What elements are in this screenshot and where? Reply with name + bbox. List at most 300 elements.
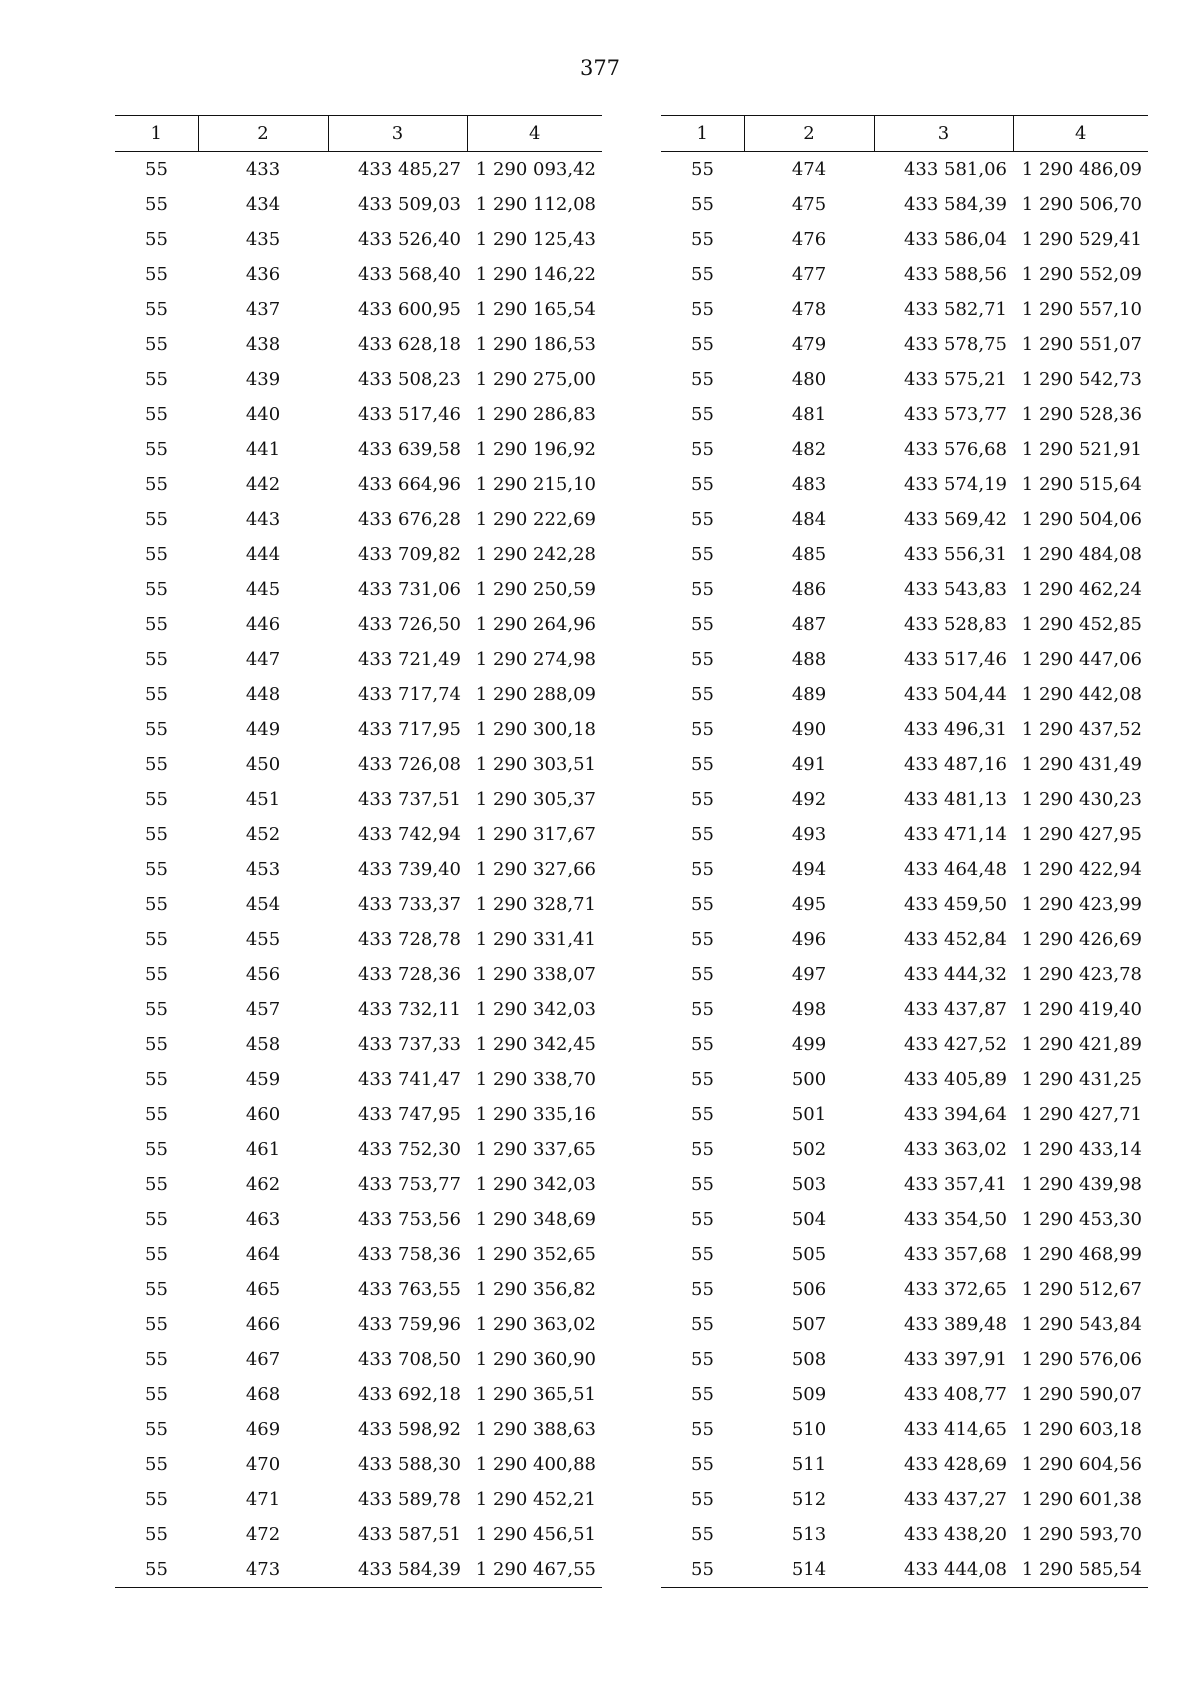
cell-x: 433 459,50 <box>903 894 1007 915</box>
cell-x: 433 569,42 <box>903 509 1007 530</box>
cell-x: 433 568,40 <box>357 264 461 285</box>
cell-point: 473 <box>198 1552 328 1588</box>
table-row <box>661 1167 1148 1202</box>
cell-x: 433 708,50 <box>357 1349 461 1370</box>
cell-y: 1 290 423,99 <box>1021 894 1142 915</box>
cell-x: 433 487,16 <box>903 754 1007 775</box>
cell-number: 55 <box>145 964 168 985</box>
cell-x: 433 584,39 <box>903 194 1007 215</box>
cell-point: 483 <box>791 474 827 495</box>
table-row <box>115 1517 602 1552</box>
cell-point: 463 <box>245 1209 281 1230</box>
cell-number: 55 <box>145 299 168 320</box>
cell-y: 1 290 551,07 <box>1021 334 1142 355</box>
cell-number: 55 <box>145 1034 168 1055</box>
cell-y: 1 290 360,90 <box>475 1349 596 1370</box>
cell-x: 433 397,91 <box>903 1349 1007 1370</box>
cell-point: 462 <box>245 1174 281 1195</box>
table-row <box>115 1307 602 1342</box>
cell-point: 476 <box>791 229 827 250</box>
cell-number: 55 <box>691 544 714 565</box>
cell-number: 55 <box>115 1552 198 1588</box>
cell-point: 471 <box>245 1489 281 1510</box>
table-row <box>115 152 602 188</box>
cell-x: 433 578,75 <box>903 334 1007 355</box>
cell-x: 433 586,04 <box>903 229 1007 250</box>
cell-number: 55 <box>691 1349 714 1370</box>
cell-number: 55 <box>145 859 168 880</box>
table-row <box>661 677 1148 712</box>
cell-y: 1 290 456,51 <box>475 1524 596 1545</box>
cell-number: 55 <box>145 159 168 180</box>
cell-point: 472 <box>245 1524 281 1545</box>
cell-point: 464 <box>245 1244 281 1265</box>
table-row <box>661 502 1148 537</box>
cell-number: 55 <box>691 894 714 915</box>
cell-y: 1 290 112,08 <box>475 194 596 215</box>
table-row <box>115 817 602 852</box>
cell-y: 1 290 557,10 <box>1021 299 1142 320</box>
cell-number: 55 <box>691 684 714 705</box>
coordinate-table-right <box>661 115 1148 1588</box>
cell-x: 433 408,77 <box>903 1384 1007 1405</box>
cell-number: 55 <box>145 1349 168 1370</box>
cell-x: 433 437,87 <box>903 999 1007 1020</box>
header-row <box>661 116 1148 152</box>
cell-y: 1 290 327,66 <box>475 859 596 880</box>
cell-point: 467 <box>245 1349 281 1370</box>
table-row <box>115 432 602 467</box>
cell-point: 449 <box>245 719 281 740</box>
cell-number: 55 <box>145 719 168 740</box>
cell-number: 55 <box>691 404 714 425</box>
cell-number: 55 <box>691 1419 714 1440</box>
cell-point: 469 <box>245 1419 281 1440</box>
cell-x: 433 753,56 <box>357 1209 461 1230</box>
cell-x: 433 517,46 <box>903 649 1007 670</box>
cell-x: 433 581,06 <box>903 159 1007 180</box>
cell-number: 55 <box>145 229 168 250</box>
table-row <box>115 1482 602 1517</box>
cell-point: 439 <box>245 369 281 390</box>
column-header-4: 4 <box>467 116 602 152</box>
cell-number: 55 <box>145 369 168 390</box>
cell-point: 445 <box>245 579 281 600</box>
cell-number: 55 <box>691 194 714 215</box>
cell-point: 465 <box>245 1279 281 1300</box>
cell-point: 503 <box>791 1174 827 1195</box>
cell-y: 1 290 274,98 <box>475 649 596 670</box>
cell-y: 1 290 335,16 <box>475 1104 596 1125</box>
cell-number: 55 <box>145 999 168 1020</box>
cell-number: 55 <box>691 509 714 530</box>
table-row <box>661 1342 1148 1377</box>
table-row <box>661 1412 1148 1447</box>
cell-point: 504 <box>791 1209 827 1230</box>
table-row <box>115 502 602 537</box>
table-row <box>661 887 1148 922</box>
table-row <box>115 1027 602 1062</box>
table-row <box>115 747 602 782</box>
cell-point: 442 <box>245 474 281 495</box>
cell-point: 453 <box>245 859 281 880</box>
cell-x: 433 471,14 <box>903 824 1007 845</box>
cell-point: 458 <box>245 1034 281 1055</box>
table-row <box>661 852 1148 887</box>
table-row <box>661 1482 1148 1517</box>
cell-number: 55 <box>661 1552 744 1588</box>
cell-x: 433 543,83 <box>903 579 1007 600</box>
cell-y: 1 290 453,30 <box>1021 1209 1142 1230</box>
cell-x: 433 405,89 <box>903 1069 1007 1090</box>
cell-number: 55 <box>691 1314 714 1335</box>
cell-y: 1 290 300,18 <box>475 719 596 740</box>
cell-y: 1 290 529,41 <box>1021 229 1142 250</box>
cell-number: 55 <box>691 1279 714 1300</box>
table-row <box>661 1517 1148 1552</box>
cell-x: 433 709,82 <box>357 544 461 565</box>
cell-number: 55 <box>691 474 714 495</box>
cell-number: 55 <box>145 1139 168 1160</box>
table-row <box>661 712 1148 747</box>
cell-x: 433 427,52 <box>903 1034 1007 1055</box>
table-row <box>661 222 1148 257</box>
cell-number: 55 <box>145 1069 168 1090</box>
cell-point: 468 <box>245 1384 281 1405</box>
cell-number: 55 <box>145 1209 168 1230</box>
table-row <box>661 1027 1148 1062</box>
cell-point: 441 <box>245 439 281 460</box>
table-row <box>661 607 1148 642</box>
cell-x: 433 728,36 <box>357 964 461 985</box>
cell-x: 433 737,33 <box>357 1034 461 1055</box>
cell-y: 1 290 421,89 <box>1021 1034 1142 1055</box>
cell-y: 1 290 462,24 <box>1021 579 1142 600</box>
cell-y: 1 290 542,73 <box>1021 369 1142 390</box>
cell-x: 433 389,48 <box>903 1314 1007 1335</box>
cell-y: 1 290 400,88 <box>475 1454 596 1475</box>
table-row <box>661 1377 1148 1412</box>
table-row <box>115 607 602 642</box>
cell-point: 461 <box>245 1139 281 1160</box>
cell-y: 1 290 196,92 <box>475 439 596 460</box>
cell-number: 55 <box>145 1174 168 1195</box>
cell-number: 55 <box>691 159 714 180</box>
table-row <box>661 1132 1148 1167</box>
cell-number: 55 <box>145 824 168 845</box>
column-header-3: 3 <box>328 116 467 152</box>
cell-y: 1 290 242,28 <box>475 544 596 565</box>
cell-x: 433 758,36 <box>357 1244 461 1265</box>
cell-number: 55 <box>145 439 168 460</box>
cell-y: 1 290 431,25 <box>1021 1069 1142 1090</box>
cell-point: 494 <box>791 859 827 880</box>
table-row <box>661 1097 1148 1132</box>
cell-number: 55 <box>145 404 168 425</box>
table-row <box>661 152 1148 188</box>
cell-number: 55 <box>145 1419 168 1440</box>
cell-point: 487 <box>791 614 827 635</box>
cell-x: 433 574,19 <box>903 474 1007 495</box>
table-row <box>115 992 602 1027</box>
cell-y: 1 290 348,69 <box>475 1209 596 1230</box>
cell-x: 433 357,41 <box>903 1174 1007 1195</box>
cell-x: 433 485,27 <box>357 159 461 180</box>
cell-point: 446 <box>245 614 281 635</box>
cell-y: 1 290 442,08 <box>1021 684 1142 705</box>
table-row <box>661 922 1148 957</box>
cell-point: 502 <box>791 1139 827 1160</box>
cell-y: 1 290 303,51 <box>475 754 596 775</box>
cell-point: 436 <box>245 264 281 285</box>
cell-point: 455 <box>245 929 281 950</box>
cell-y: 1 290 437,52 <box>1021 719 1142 740</box>
cell-y: 1 290 288,09 <box>475 684 596 705</box>
table-row <box>661 1272 1148 1307</box>
cell-number: 55 <box>145 474 168 495</box>
cell-y: 1 290 521,91 <box>1021 439 1142 460</box>
cell-point: 454 <box>245 894 281 915</box>
cell-x: 433 354,50 <box>903 1209 1007 1230</box>
cell-y: 1 290 186,53 <box>475 334 596 355</box>
cell-x: 433 741,47 <box>357 1069 461 1090</box>
cell-point: 447 <box>245 649 281 670</box>
cell-number: 55 <box>145 614 168 635</box>
table-row <box>661 292 1148 327</box>
cell-number: 55 <box>145 1454 168 1475</box>
column-header-4: 4 <box>1013 116 1148 152</box>
cell-point: 512 <box>791 1489 827 1510</box>
cell-y: 1 290 356,82 <box>475 1279 596 1300</box>
cell-point: 444 <box>245 544 281 565</box>
table-row <box>115 922 602 957</box>
cell-x: 433 504,44 <box>903 684 1007 705</box>
cell-point: 491 <box>791 754 827 775</box>
cell-point: 437 <box>245 299 281 320</box>
cell-x: 433 742,94 <box>357 824 461 845</box>
cell-point: 499 <box>791 1034 827 1055</box>
cell-y: 1 290 593,70 <box>1021 1524 1142 1545</box>
cell-y: 1 290 317,67 <box>475 824 596 845</box>
cell-y: 1 290 337,65 <box>475 1139 596 1160</box>
cell-x: 433 573,77 <box>903 404 1007 425</box>
cell-number: 55 <box>691 964 714 985</box>
cell-y: 1 290 338,07 <box>475 964 596 985</box>
cell-x: 433 692,18 <box>357 1384 461 1405</box>
cell-x: 433 733,37 <box>357 894 461 915</box>
cell-point: 484 <box>791 509 827 530</box>
cell-y: 1 290 467,55 <box>467 1552 602 1588</box>
cell-number: 55 <box>145 754 168 775</box>
cell-x: 433 747,95 <box>357 1104 461 1125</box>
cell-point: 443 <box>245 509 281 530</box>
table-row <box>115 1447 602 1482</box>
cell-point: 478 <box>791 299 827 320</box>
cell-y: 1 290 426,69 <box>1021 929 1142 950</box>
table-row <box>115 397 602 432</box>
cell-y: 1 290 433,14 <box>1021 1139 1142 1160</box>
cell-y: 1 290 146,22 <box>475 264 596 285</box>
cell-x: 433 759,96 <box>357 1314 461 1335</box>
cell-y: 1 290 576,06 <box>1021 1349 1142 1370</box>
cell-number: 55 <box>691 264 714 285</box>
cell-x: 433 582,71 <box>903 299 1007 320</box>
cell-x: 433 444,32 <box>903 964 1007 985</box>
cell-x: 433 589,78 <box>357 1489 461 1510</box>
table-row <box>661 817 1148 852</box>
cell-y: 1 290 486,09 <box>1021 159 1142 180</box>
table-row <box>661 467 1148 502</box>
cell-y: 1 290 422,94 <box>1021 859 1142 880</box>
cell-number: 55 <box>691 789 714 810</box>
cell-point: 514 <box>744 1552 874 1588</box>
cell-x: 433 428,69 <box>903 1454 1007 1475</box>
table-row <box>115 957 602 992</box>
cell-point: 513 <box>791 1524 827 1545</box>
table-row <box>661 782 1148 817</box>
cell-y: 1 290 601,38 <box>1021 1489 1142 1510</box>
column-header-2: 2 <box>744 116 874 152</box>
cell-x: 433 438,20 <box>903 1524 1007 1545</box>
cell-point: 510 <box>791 1419 827 1440</box>
table-row <box>115 362 602 397</box>
cell-number: 55 <box>691 614 714 635</box>
cell-point: 450 <box>245 754 281 775</box>
table-row <box>115 467 602 502</box>
cell-y: 1 290 468,99 <box>1021 1244 1142 1265</box>
cell-point: 500 <box>791 1069 827 1090</box>
table-row <box>661 187 1148 222</box>
cell-number: 55 <box>691 754 714 775</box>
cell-x: 433 414,65 <box>903 1419 1007 1440</box>
cell-number: 55 <box>691 1104 714 1125</box>
table-row <box>115 887 602 922</box>
cell-y: 1 290 365,51 <box>475 1384 596 1405</box>
column-header-3: 3 <box>874 116 1013 152</box>
cell-y: 1 290 430,23 <box>1021 789 1142 810</box>
cell-x: 433 717,95 <box>357 719 461 740</box>
cell-x: 433 639,58 <box>357 439 461 460</box>
table-row <box>661 397 1148 432</box>
table-row <box>115 1167 602 1202</box>
cell-point: 460 <box>245 1104 281 1125</box>
cell-point: 474 <box>791 159 827 180</box>
cell-number: 55 <box>145 194 168 215</box>
cell-x: 433 598,92 <box>357 1419 461 1440</box>
cell-x: 433 739,40 <box>357 859 461 880</box>
cell-x: 433 676,28 <box>357 509 461 530</box>
cell-x: 433 588,30 <box>357 1454 461 1475</box>
column-header-2: 2 <box>198 116 328 152</box>
table-row <box>115 852 602 887</box>
cell-point: 438 <box>245 334 281 355</box>
cell-y: 1 290 590,07 <box>1021 1384 1142 1405</box>
column-header-1: 1 <box>115 116 198 152</box>
cell-x: 433 508,23 <box>357 369 461 390</box>
cell-y: 1 290 342,03 <box>475 999 596 1020</box>
table-row <box>115 1342 602 1377</box>
cell-x: 433 556,31 <box>903 544 1007 565</box>
cell-number: 55 <box>691 1034 714 1055</box>
cell-number: 55 <box>691 1174 714 1195</box>
cell-number: 55 <box>691 1524 714 1545</box>
cell-point: 509 <box>791 1384 827 1405</box>
cell-point: 440 <box>245 404 281 425</box>
cell-point: 496 <box>791 929 827 950</box>
cell-y: 1 290 585,54 <box>1013 1552 1148 1588</box>
cell-number: 55 <box>145 1104 168 1125</box>
cell-point: 492 <box>791 789 827 810</box>
table-row <box>115 222 602 257</box>
cell-number: 55 <box>145 509 168 530</box>
cell-x: 433 588,56 <box>903 264 1007 285</box>
cell-point: 451 <box>245 789 281 810</box>
table-row <box>115 782 602 817</box>
cell-x: 433 528,83 <box>903 614 1007 635</box>
cell-number: 55 <box>691 1454 714 1475</box>
page-number: 377 <box>579 56 621 80</box>
header-row <box>115 116 602 152</box>
cell-x: 433 717,74 <box>357 684 461 705</box>
cell-y: 1 290 215,10 <box>475 474 596 495</box>
table-row <box>115 1097 602 1132</box>
cell-number: 55 <box>691 439 714 460</box>
cell-y: 1 290 125,43 <box>475 229 596 250</box>
cell-x: 433 628,18 <box>357 334 461 355</box>
cell-point: 490 <box>791 719 827 740</box>
cell-y: 1 290 439,98 <box>1021 1174 1142 1195</box>
cell-y: 1 290 305,37 <box>475 789 596 810</box>
cell-x: 433 731,06 <box>357 579 461 600</box>
table-row <box>661 362 1148 397</box>
cell-point: 486 <box>791 579 827 600</box>
cell-point: 482 <box>791 439 827 460</box>
cell-number: 55 <box>145 334 168 355</box>
table-row <box>115 1202 602 1237</box>
cell-x: 433 576,68 <box>903 439 1007 460</box>
cell-point: 495 <box>791 894 827 915</box>
cell-number: 55 <box>691 1209 714 1230</box>
table-row <box>115 712 602 747</box>
cell-y: 1 290 264,96 <box>475 614 596 635</box>
cell-y: 1 290 165,54 <box>475 299 596 320</box>
cell-x: 433 726,08 <box>357 754 461 775</box>
table-row <box>661 1307 1148 1342</box>
cell-y: 1 290 427,95 <box>1021 824 1142 845</box>
cell-point: 434 <box>245 194 281 215</box>
table-row <box>661 957 1148 992</box>
table-row <box>661 992 1148 1027</box>
table-row <box>661 747 1148 782</box>
cell-number: 55 <box>691 859 714 880</box>
cell-x: 433 575,21 <box>903 369 1007 390</box>
cell-x: 433 372,65 <box>903 1279 1007 1300</box>
cell-point: 452 <box>245 824 281 845</box>
cell-point: 488 <box>791 649 827 670</box>
cell-number: 55 <box>691 1384 714 1405</box>
cell-point: 435 <box>245 229 281 250</box>
cell-x: 433 444,08 <box>874 1552 1013 1588</box>
coordinate-table-left <box>115 115 602 1588</box>
cell-number: 55 <box>145 789 168 810</box>
table-row <box>115 1237 602 1272</box>
cell-y: 1 290 352,65 <box>475 1244 596 1265</box>
cell-x: 433 357,68 <box>903 1244 1007 1265</box>
table-row <box>115 257 602 292</box>
cell-x: 433 737,51 <box>357 789 461 810</box>
cell-point: 433 <box>245 159 281 180</box>
cell-number: 55 <box>145 1489 168 1510</box>
